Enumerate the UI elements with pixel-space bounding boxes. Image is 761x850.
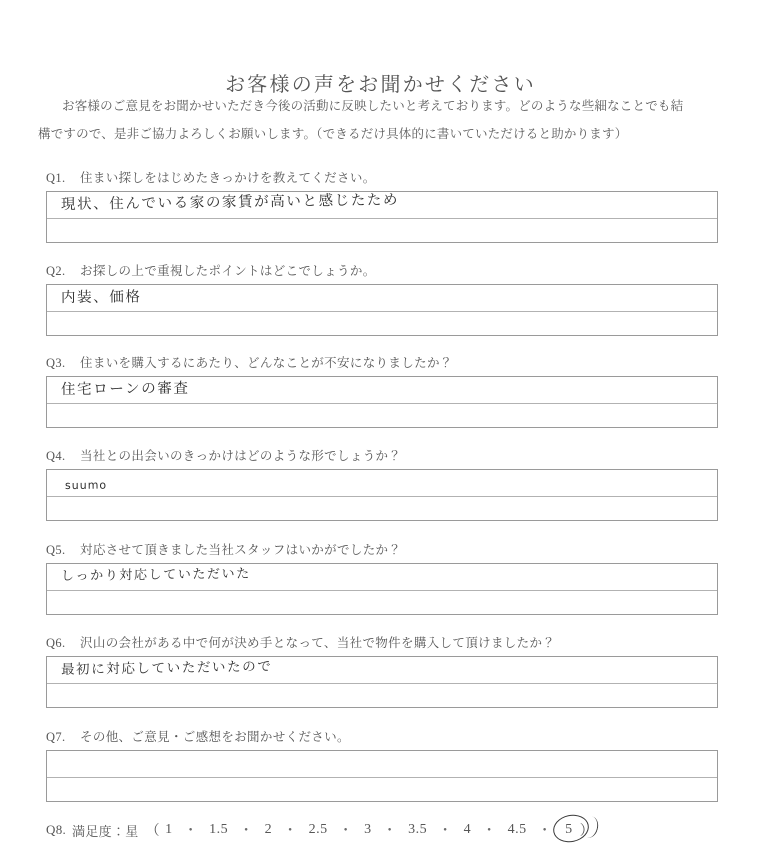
- answer-row-2[interactable]: [47, 496, 717, 522]
- question-number-q1: Q1.: [46, 171, 66, 185]
- intro-line-2: 構ですので、是非ご協力よろしくお願いします。（できるだけ具体的に書いていただけると助かります）: [38, 127, 628, 141]
- rating-separator: ・: [338, 824, 354, 839]
- question-label-q1: [46, 168, 718, 186]
- rating-option-4[interactable]: 4: [463, 822, 472, 837]
- answer-row-2[interactable]: [47, 403, 717, 429]
- rating-separator: ・: [537, 824, 553, 839]
- rating-question-q8: [46, 820, 736, 840]
- question-block-q5: [46, 540, 718, 615]
- answer-row-1[interactable]: [47, 657, 717, 683]
- question-number-q5: Q5.: [46, 543, 66, 557]
- question-text-q4: 当社との出会いのきっかけはどのような形でしょうか？: [80, 449, 402, 463]
- question-block-q4: [46, 446, 718, 521]
- question-label-q5: [46, 540, 718, 558]
- question-number-q7: Q7.: [46, 730, 66, 744]
- rating-option-2[interactable]: 2: [264, 822, 273, 837]
- handwritten-answer-q6: 最初に対応していただいたので: [60, 658, 273, 678]
- answer-row-2[interactable]: [47, 218, 717, 244]
- question-text-q6: 沢山の会社がある中で何が決め手となって、当社で物件を購入して頂けましたか？: [80, 636, 556, 650]
- question-label-q3: [46, 353, 718, 371]
- answer-row-1[interactable]: [47, 377, 717, 403]
- answer-row-1[interactable]: [47, 285, 717, 311]
- rating-option-1[interactable]: 1: [165, 822, 173, 837]
- answer-row-1[interactable]: [47, 192, 717, 218]
- question-label-q4: [46, 446, 718, 464]
- question-text-q7: その他、ご意見・ご感想をお聞かせください。: [80, 730, 350, 744]
- rating-option-3[interactable]: 3: [364, 822, 372, 837]
- answer-box-q4[interactable]: [46, 469, 718, 521]
- answer-row-2[interactable]: [47, 683, 717, 709]
- question-number-q8: Q8.: [46, 822, 67, 837]
- rating-separator: ・: [382, 824, 398, 839]
- question-label-q7: [46, 727, 718, 745]
- rating-label: 満足度：星: [72, 823, 139, 839]
- rating-option-5-value: 5: [565, 822, 573, 837]
- answer-box-q6[interactable]: [46, 656, 718, 708]
- handwritten-answer-q3: 住宅ローンの審査: [60, 380, 190, 398]
- question-block-q7: [46, 727, 718, 802]
- handwritten-answer-q2: 内装、価格: [60, 289, 142, 306]
- question-text-q3: 住まいを購入するにあたり、どんなことが不安になりましたか？: [80, 356, 453, 370]
- question-number-q4: Q4.: [46, 449, 66, 463]
- intro-line-1: お客様のご意見をお聞かせいただき今後の活動に反映したいと考えております。どのような些細なことでも結: [62, 99, 684, 113]
- handwritten-answer-q4: suumo: [64, 478, 108, 492]
- rating-option-2.5[interactable]: 2.5: [308, 822, 328, 837]
- question-label-q2: [46, 261, 718, 279]
- rating-separator: ・: [183, 824, 199, 839]
- answer-box-q7[interactable]: [46, 750, 718, 802]
- answer-row-1[interactable]: [47, 470, 717, 496]
- rating-separator: ・: [438, 824, 453, 839]
- question-number-q6: Q6.: [46, 636, 66, 650]
- answer-row-1[interactable]: [47, 751, 717, 777]
- rating-separator: ・: [283, 824, 298, 839]
- close-paren: ）: [579, 824, 595, 839]
- question-number-q3: Q3.: [46, 356, 66, 370]
- question-text-q2: お探しの上で重視したポイントはどこでしょうか。: [80, 264, 376, 278]
- answer-box-q5[interactable]: [46, 563, 718, 615]
- question-block-q6: [46, 633, 718, 708]
- question-block-q3: [46, 353, 718, 428]
- rating-scale[interactable]: [143, 820, 598, 840]
- question-text-q1: 住まい探しをはじめたきっかけを教えてください。: [80, 171, 376, 185]
- question-label-q6: [46, 633, 718, 651]
- intro-paragraph: [38, 92, 728, 148]
- rating-separator: ・: [239, 824, 254, 839]
- answer-row-2[interactable]: [47, 590, 717, 616]
- rating-option-3.5[interactable]: 3.5: [408, 822, 428, 837]
- answer-row-2[interactable]: [47, 311, 717, 337]
- rating-separator: ・: [482, 824, 497, 839]
- handwritten-answer-q1: 現状、住んでいる家の家賃が高いと感じたため: [60, 192, 400, 213]
- answer-box-q3[interactable]: [46, 376, 718, 428]
- answer-box-q1[interactable]: [46, 191, 718, 243]
- rating-option-5-selected[interactable]: [561, 822, 577, 838]
- rating-option-1.5[interactable]: 1.5: [209, 822, 229, 837]
- question-block-q1: [46, 168, 718, 243]
- question-text-q5: 対応させて頂きました当社スタッフはいかがでしたか？: [80, 543, 402, 557]
- page-title: お客様の声をお聞かせください: [225, 72, 536, 97]
- handwritten-answer-q5: しっかり対応していただいた: [60, 566, 251, 584]
- question-block-q2: [46, 261, 718, 336]
- open-paren: （: [145, 824, 161, 839]
- answer-row-1[interactable]: [47, 564, 717, 590]
- answer-box-q2[interactable]: [46, 284, 718, 336]
- question-number-q2: Q2.: [46, 264, 66, 278]
- answer-row-2[interactable]: [47, 777, 717, 803]
- rating-option-4.5[interactable]: 4.5: [507, 822, 527, 837]
